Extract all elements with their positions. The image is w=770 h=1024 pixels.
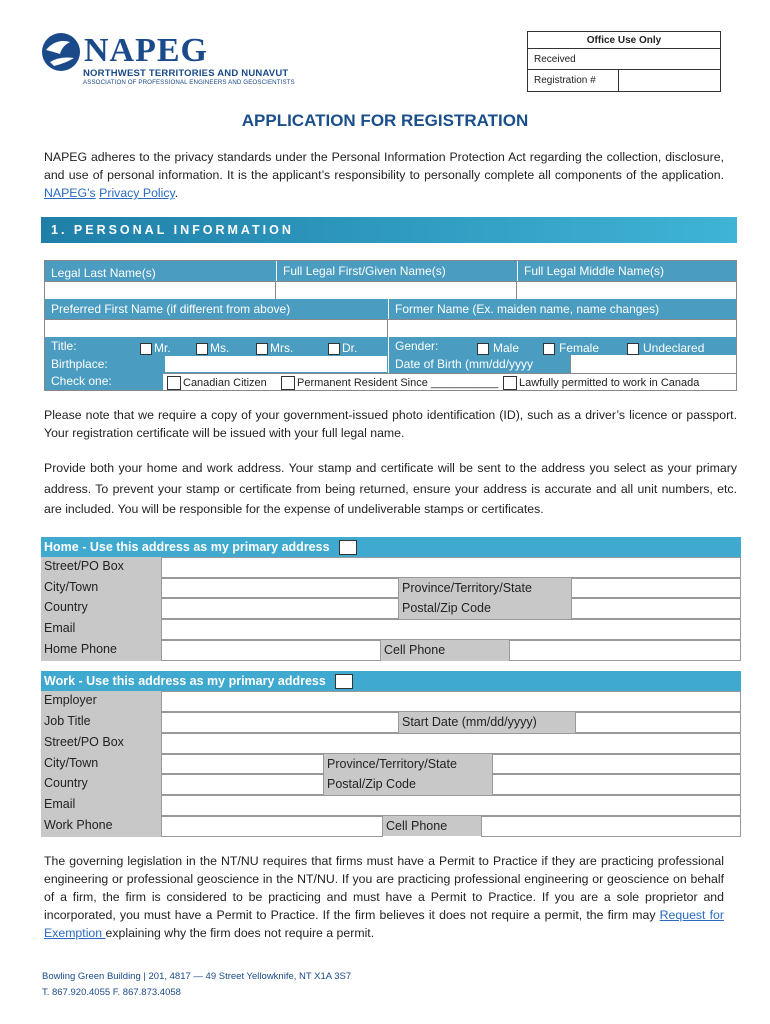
work-postal-input[interactable] (492, 774, 741, 795)
gender-undeclared-label: Undeclared (643, 341, 705, 355)
canadian-citizen-label: Canadian Citizen (183, 377, 267, 389)
lawfully-permitted-checkbox[interactable] (503, 376, 517, 390)
office-use-title: Office Use Only (528, 32, 720, 49)
former-name-input[interactable] (388, 319, 736, 337)
work-cell-input[interactable] (481, 816, 741, 837)
dob-input[interactable] (570, 355, 736, 373)
legislation-paragraph: The governing legislation in the NT/NU requires that firms must have a Permit to Practice if they are practicing professional engineering or professional geoscience in the NT/NU. If you are practicing professional engineering or geoscience on behalf of a firm, the firm is considered to be practicing and must have a Permit to Practice. If you are a sole proprietor and incorporated, you must have a Permit to Practice. If the firm believes it does not require a permit, the firm may Request for Exemption explaining why the firm does not require a permit. (44, 854, 724, 940)
gender-male-label: Male (493, 341, 520, 355)
permanent-resident-label: Permanent Resident Since ___________ (297, 377, 499, 389)
work-country-input[interactable] (161, 774, 324, 795)
home-country-label: Country (44, 600, 88, 614)
legal-last-name-label: Legal Last Name(s) (45, 261, 276, 281)
work-province-label: Province/Territory/State (324, 754, 492, 774)
intro-paragraph: NAPEG adheres to the privacy standards under the Personal Information Protection Act regarding the collection, disclosure, and use of personal information. It is the applicant’s responsibility to personally complete all components of the application. NAPEG’s Privacy Policy. (44, 150, 724, 200)
lawfully-permitted-label: Lawfully permitted to work in Canada (519, 377, 700, 389)
work-employer-label: Employer (44, 693, 97, 707)
legal-middle-name-input[interactable] (517, 281, 736, 299)
home-primary-checkbox[interactable] (339, 540, 357, 555)
work-cell-label: Cell Phone (383, 816, 481, 836)
legal-middle-name-label: Full Legal Middle Name(s) (517, 261, 736, 281)
title-ms-checkbox[interactable] (196, 343, 208, 355)
gender-undeclared-checkbox[interactable] (627, 343, 639, 355)
gender-female-label: Female (559, 341, 600, 355)
legal-first-name-label: Full Legal First/Given Name(s) (276, 261, 517, 281)
work-phone-label: Work Phone (44, 818, 113, 832)
home-city-input[interactable] (161, 578, 399, 598)
title-dr-label: Dr. (342, 341, 358, 355)
personal-info-table (44, 260, 737, 391)
work-email-label: Email (44, 797, 76, 811)
home-email-label: Email (44, 621, 76, 635)
home-province-label: Province/Territory/State (399, 578, 571, 598)
logo-line1: NORTHWEST TERRITORIES AND NUNAVUT (83, 68, 289, 79)
birthplace-label: Birthplace: (45, 355, 388, 373)
preferred-name-input[interactable] (45, 319, 388, 337)
work-email-input[interactable] (161, 795, 741, 816)
office-received: Received (528, 49, 720, 70)
home-address-block (41, 537, 741, 661)
work-city-input[interactable] (161, 754, 324, 774)
title-mrs-label: Mrs. (270, 341, 294, 355)
home-country-input[interactable] (161, 598, 399, 619)
napeg-logo-emblem (40, 30, 82, 74)
gender-male-checkbox[interactable] (477, 343, 489, 355)
home-street-label: Street/PO Box (44, 559, 124, 573)
office-registration: Registration # (528, 70, 720, 91)
office-use-box (527, 31, 721, 92)
work-start-date-input[interactable] (575, 712, 741, 733)
work-country-label: Country (44, 776, 88, 790)
work-employer-input[interactable] (161, 691, 741, 712)
title-mr-label: Mr. (154, 341, 171, 355)
home-street-input[interactable] (161, 557, 741, 578)
work-province-input[interactable] (492, 754, 741, 774)
id-note: Please note that we require a copy of your government-issued photo identification (ID), such as a driver’s licence or passport. Your registration certificate will be issued with your full legal name. (44, 408, 737, 440)
home-cell-input[interactable] (509, 640, 741, 661)
title-row (45, 337, 388, 355)
work-city-label: City/Town (44, 756, 99, 770)
status-options (163, 373, 736, 390)
home-city-label: City/Town (44, 580, 99, 594)
work-postal-label: Postal/Zip Code (324, 774, 492, 795)
title-dr-checkbox[interactable] (328, 343, 340, 355)
permanent-resident-checkbox[interactable] (281, 376, 295, 390)
legal-first-name-input[interactable] (276, 281, 517, 299)
title-ms-label: Ms. (210, 341, 230, 355)
birthplace-input[interactable] (165, 356, 387, 372)
canadian-citizen-checkbox[interactable] (167, 376, 181, 390)
home-phone-label: Home Phone (44, 642, 117, 656)
request-for-exemption-link[interactable]: Request for Exemption (44, 908, 724, 940)
legal-last-name-input[interactable] (45, 281, 276, 299)
logo-line2: ASSOCIATION OF PROFESSIONAL ENGINEERS AND GEOSCIENTISTS (83, 79, 295, 86)
work-primary-checkbox[interactable] (335, 674, 353, 689)
home-cell-label: Cell Phone (381, 640, 509, 661)
title-mrs-checkbox[interactable] (256, 343, 268, 355)
former-name-label: Former Name (Ex. maiden name, name changes) (388, 299, 736, 319)
work-address-block (41, 671, 741, 837)
page-title: APPLICATION FOR REGISTRATION (241, 111, 529, 130)
gender-label: Gender: (395, 339, 439, 353)
work-start-date-label: Start Date (mm/dd/yyyy) (399, 712, 575, 733)
section-personal-information: 1. PERSONAL INFORMATION (41, 217, 737, 243)
home-postal-input[interactable] (571, 598, 741, 619)
gender-row (388, 337, 736, 355)
title-mr-checkbox[interactable] (140, 343, 152, 355)
footer-address: Bowling Green Building | 201, 4817 — 49 Street Yellowknife, NT X1A 3S7 (42, 971, 352, 982)
work-street-label: Street/PO Box (44, 735, 124, 749)
footer-phone: T. 867.920.4055 F. 867.873.4058 (42, 987, 181, 998)
work-header: Work - Use this address as my primary address (41, 671, 741, 691)
home-email-input[interactable] (161, 619, 741, 640)
gender-female-checkbox[interactable] (543, 343, 555, 355)
home-header: Home - Use this address as my primary address (41, 537, 741, 557)
title-label: Title: (51, 339, 77, 353)
work-phone-input[interactable] (161, 816, 383, 837)
work-job-title-label: Job Title (44, 714, 91, 728)
dob-label: Date of Birth (mm/dd/yyyy (388, 355, 570, 373)
preferred-name-label: Preferred First Name (if different from above) (45, 299, 388, 319)
work-street-input[interactable] (161, 733, 741, 754)
home-province-input[interactable] (571, 578, 741, 598)
address-note: Provide both your home and work address. Your stamp and certificate will be sent to the address you select as your primary address. To prevent your stamp or certificate from being returned, ensure your address is accurate and all unit numbers, etc. are included. You will be responsible for the expense of undeliverable stamps or certificates. (44, 461, 737, 516)
check-one-label: Check one: (45, 373, 163, 390)
napeg-link[interactable]: NAPEG’s (44, 186, 96, 200)
privacy-policy-link[interactable]: Privacy Policy (99, 186, 175, 200)
work-job-title-input[interactable] (161, 712, 399, 733)
home-postal-label: Postal/Zip Code (399, 598, 571, 619)
home-phone-input[interactable] (161, 640, 381, 661)
logo-name: NAPEG (84, 32, 208, 69)
